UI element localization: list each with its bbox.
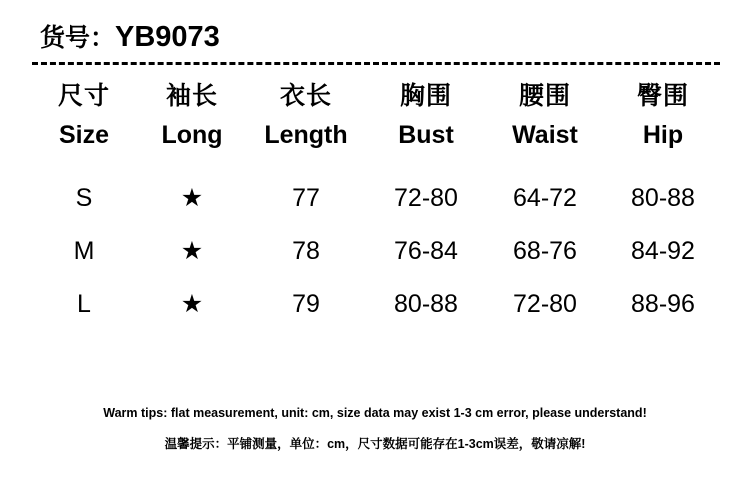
- cell-size: S: [75, 184, 93, 212]
- warm-tips-en: Warm tips: flat measurement, unit: cm, size data may exist 1-3 cm error, please understand!: [103, 406, 647, 420]
- header-cn-long: 袖长: [165, 82, 218, 110]
- cell-long: ★: [180, 237, 204, 265]
- header-en-hip: Hip: [642, 120, 684, 149]
- table-row: [30, 278, 722, 331]
- dashed-divider: [32, 62, 720, 65]
- spacer-cell: [246, 156, 366, 172]
- cell-hip: 84-92: [631, 237, 695, 265]
- header-cn-waist: 腰围: [518, 82, 571, 110]
- cell-length: 77: [292, 184, 320, 212]
- header-en-length: Length: [264, 120, 348, 149]
- header-en-long: Long: [161, 120, 223, 149]
- spacer-cell: [138, 156, 246, 172]
- spacer-cell: [604, 156, 722, 172]
- cell-waist: 72-80: [513, 290, 577, 318]
- cell-long: ★: [180, 184, 204, 212]
- table-header-row-en: [30, 114, 722, 156]
- spacer-cell: [366, 156, 486, 172]
- cell-size: M: [73, 237, 95, 265]
- cell-hip: 80-88: [631, 184, 695, 212]
- header-cn-size: 尺寸: [57, 82, 110, 110]
- header-cn-hip: 臀围: [636, 82, 689, 110]
- sku-label: 货号：: [40, 24, 116, 52]
- table-spacer-row: [30, 156, 722, 172]
- warm-tips-cn: 温馨提示：平铺测量，单位：cm，尺寸数据可能存在1-3cm误差，敬请凉解!: [164, 437, 586, 451]
- sku-line: [40, 18, 220, 54]
- table-row: [30, 172, 722, 225]
- cell-waist: 64-72: [513, 184, 577, 212]
- header-cn-length: 衣长: [279, 82, 332, 110]
- table-row: [30, 225, 722, 278]
- cell-bust: 72-80: [394, 184, 458, 212]
- header-en-bust: Bust: [398, 120, 454, 149]
- header-cn-bust: 胸围: [399, 82, 452, 110]
- cell-size: L: [77, 290, 91, 318]
- cell-length: 79: [292, 290, 320, 318]
- header-en-waist: Waist: [512, 120, 578, 149]
- table-header-row-cn: [30, 74, 722, 114]
- cell-waist: 68-76: [513, 237, 577, 265]
- cell-length: 78: [292, 237, 320, 265]
- spacer-cell: [486, 156, 604, 172]
- size-table: [30, 74, 722, 331]
- sku-value: YB9073: [115, 21, 220, 53]
- cell-hip: 88-96: [631, 290, 695, 318]
- cell-bust: 80-88: [394, 290, 458, 318]
- header-en-size: Size: [58, 120, 110, 149]
- spacer-cell: [30, 156, 138, 172]
- cell-bust: 76-84: [394, 237, 458, 265]
- cell-long: ★: [180, 290, 204, 318]
